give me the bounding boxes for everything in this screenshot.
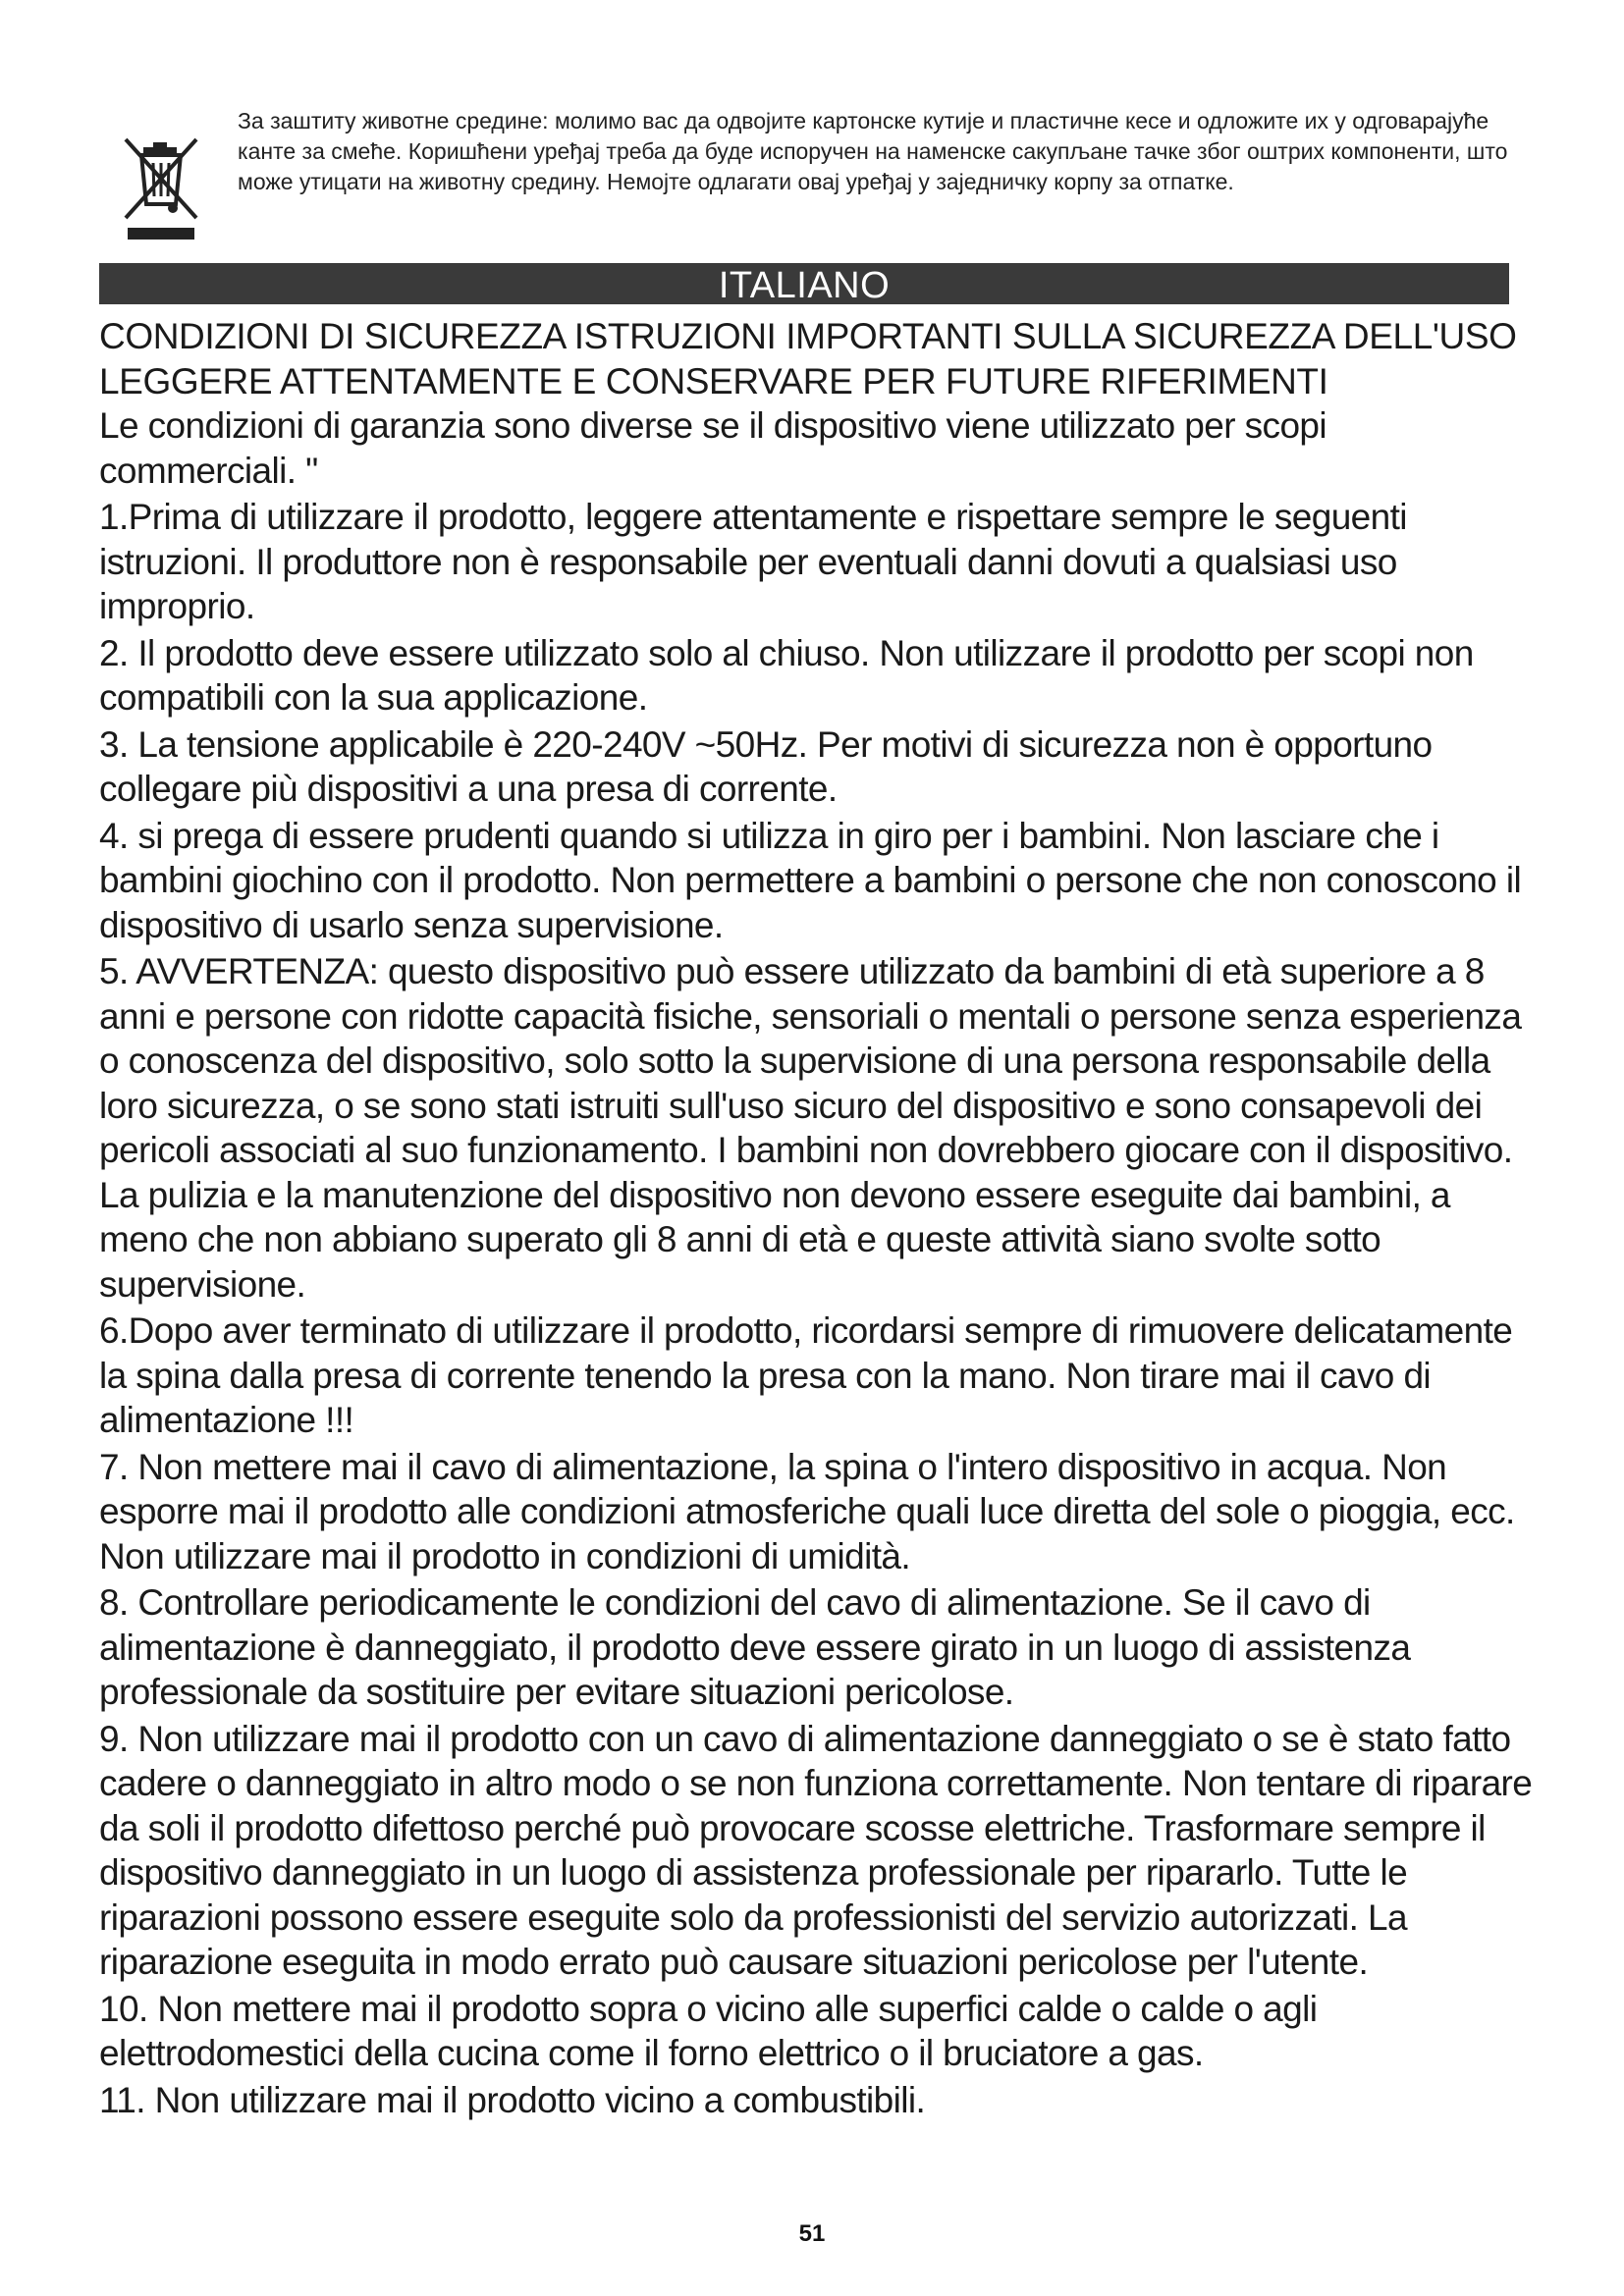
intro-paragraph: Le condizioni di garanzia sono diverse se il dispositivo viene utilizzato per scopi commerciali. ": [99, 405, 1327, 491]
instruction-item: 9. Non utilizzare mai il prodotto con un cavo di alimentazione danneggiato o se è stato fatto cadere o danneggiato in altro modo o se non funziona correttamente. Non tentare di riparare da soli il prodotto difettoso perché può provocare scosse elettriche. Trasformare sempre il dispositivo danneggiato in un luogo di assistenza professionale per ripararlo. Tutte le riparazioni possono essere eseguite solo da professionisti del servizio autorizzati. La riparazione eseguita in modo errato può causare situazioni pericolose per l'utente.: [99, 1718, 1533, 1982]
heading-line-1: CONDIZIONI DI SICUREZZA ISTRUZIONI IMPORTANTI SULLA SICUREZZA DELL'USO: [99, 316, 1517, 356]
instruction-item: 11. Non utilizzare mai il prodotto vicino a combustibili.: [99, 2079, 926, 2120]
instruction-item: 7. Non mettere mai il cavo di alimentazione, la spina o l'intero dispositivo in acqua. Non esporre mai il prodotto alle condizioni atmosferiche quali luce diretta del sole o pioggia, ecc. Non utilizzare mai il prodotto in condizioni di umidità.: [99, 1446, 1515, 1576]
instruction-item: 6.Dopo aver terminato di utilizzare il prodotto, ricordarsi sempre di rimuovere delicatamente la spina dalla presa di corrente tenendo la presa con la mano. Non tirare mai il cavo di alimentazione !!!: [99, 1310, 1513, 1440]
instruction-item: 3. La tensione applicabile è 220-240V ~50Hz. Per motivi di sicurezza non è opportuno collegare più dispositivi a una presa di corrente.: [99, 723, 1433, 809]
safety-instructions: [99, 314, 1533, 2122]
instruction-item: 10. Non mettere mai il prodotto sopra o vicino alle superfici calde o calde o agli elettrodomestici della cucina come il forno elettrico o il bruciatore a gas.: [99, 1988, 1318, 2073]
instruction-item: 4. si prega di essere prudenti quando si utilizza in giro per i bambini. Non lasciare che i bambini giochino con il prodotto. Non permettere a bambini o persone che non conoscono il dispositivo di usarlo senza supervisione.: [99, 815, 1522, 945]
instruction-item: 2. Il prodotto deve essere utilizzato solo al chiuso. Non utilizzare il prodotto per scopi non compatibili con la sua applicazione.: [99, 632, 1474, 718]
instruction-item: 8. Controllare periodicamente le condizioni del cavo di alimentazione. Se il cavo di alimentazione è danneggiato, il prodotto deve essere girato in un luogo di assistenza professionale da sostituire per evitare situazioni pericolose.: [99, 1582, 1411, 1712]
crossed-out-wheelie-bin-icon: [118, 133, 204, 243]
heading-line-2: LEGGERE ATTENTAMENTE E CONSERVARE PER FUTURE RIFERIMENTI: [99, 360, 1328, 401]
weee-disposal-notice: [118, 106, 1512, 253]
page-number: 51: [798, 2220, 826, 2247]
weee-notice-text: За заштиту животне средине: молимо вас да одвојите картонске кутије и пластичне кесе и одложите их у одговарајуће канте за смеће. Коришћени уређај треба да буде испоручен на наменске сакупљане тачке због оштрих компоненти, што може утицати на животну средину. Немојте одлагати овај уређај у заједничку корпу за отпатке.: [238, 108, 1508, 194]
instruction-item: 5. AVVERTENZA: questo dispositivo può essere utilizzato da bambini di età superiore a 8 anni e persone con ridotte capacità fisiche, sensoriali o mentali o persone senza esperienza o conoscenza del dispositivo, solo sotto la supervisione di una persona responsabile della loro sicurezza, o se sono stati istruiti sull'uso sicuro del dispositivo e sono consapevoli dei pericoli associati al suo funzionamento. I bambini non dovrebbero giocare con il dispositivo. La pulizia e la manutenzione del dispositivo non devono essere eseguite dai bambini, a meno che non abbiano superato gli 8 anni di età e queste attività siano svolte sotto supervisione.: [99, 951, 1522, 1305]
section-title-bar: ITALIANO: [99, 263, 1509, 304]
instruction-item: 1.Prima di utilizzare il prodotto, leggere attentamente e rispettare sempre le seguenti istruzioni. Il produttore non è responsabile per eventuali danni dovuti a qualsiasi uso improprio.: [99, 497, 1407, 626]
